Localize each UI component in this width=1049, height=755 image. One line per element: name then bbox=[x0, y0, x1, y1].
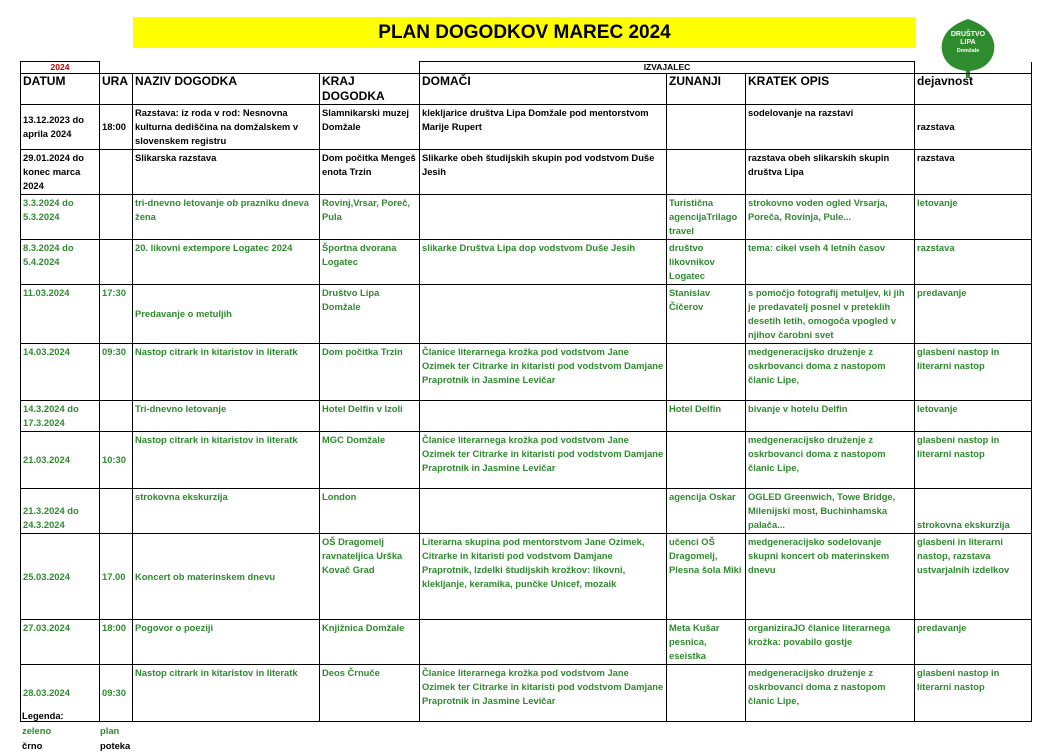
cell-naziv: 20. likovni extempore Logatec 2024 bbox=[133, 240, 320, 285]
header-ura: URA bbox=[100, 74, 133, 105]
cell-domaci: Članice literarnega krožka pod vodstvom Jane Ozimek ter Citrarke in kitaristi pod vodstvom Damjane Praprotnik in Jasmine Levičar bbox=[420, 665, 667, 722]
cell-zunanji bbox=[667, 665, 746, 722]
cell-opis: bivanje v hotelu Delfin bbox=[746, 401, 915, 432]
cell-kraj: MGC Domžale bbox=[320, 432, 420, 489]
cell-naziv: Predavanje o metuljih bbox=[133, 285, 320, 344]
cell-opis: medgeneracijsko druženje z oskrbovanci doma z nastopom članic Lipe, bbox=[746, 432, 915, 489]
cell-domaci: slikarke Društva Lipa dop vodstvom Duše Jesih bbox=[420, 240, 667, 285]
cell-naziv: Nastop citrark in kitaristov in literatk bbox=[133, 344, 320, 401]
cell-datum: 13.12.2023 do aprila 2024 bbox=[21, 105, 100, 150]
legend bbox=[22, 708, 130, 753]
cell-naziv: Koncert ob materinskem dnevu bbox=[133, 534, 320, 620]
cell-naziv: strokovna ekskurzija bbox=[133, 489, 320, 534]
cell-zunanji bbox=[667, 344, 746, 401]
cell-dejavnost: predavanje bbox=[915, 285, 1032, 344]
table-row bbox=[21, 534, 1032, 620]
cell-datum: 11.03.2024 bbox=[21, 285, 100, 344]
izvajalec-label: IZVAJALEC bbox=[420, 62, 915, 74]
legend-value: poteka bbox=[100, 740, 131, 751]
cell-dejavnost: razstava bbox=[915, 240, 1032, 285]
logo-line-1: DRUŠTVO bbox=[950, 31, 986, 38]
header-kraj: KRAJ DOGODKA bbox=[320, 74, 420, 105]
cell-datum: 3.3.2024 do 5.3.2024 bbox=[21, 195, 100, 240]
table-row bbox=[21, 240, 1032, 285]
cell-dejavnost: razstava bbox=[915, 105, 1032, 150]
cell-ura bbox=[100, 195, 133, 240]
cell-naziv: Slikarska razstava bbox=[133, 150, 320, 195]
legend-item-poteka bbox=[22, 738, 130, 753]
cell-ura bbox=[100, 150, 133, 195]
cell-naziv: Tri-dnevno letovanje bbox=[133, 401, 320, 432]
logo-line-2: LIPA bbox=[960, 39, 976, 46]
cell-opis: organiziraJO članice literarnega krožka: povabilo gostje bbox=[746, 620, 915, 665]
cell-ura bbox=[100, 489, 133, 534]
cell-zunanji: Hotel Delfin bbox=[667, 401, 746, 432]
cell-zunanji bbox=[667, 150, 746, 195]
cell-zunanji: Meta Kušar pesnica, eseistka bbox=[667, 620, 746, 665]
cell-domaci: Članice literarnega krožka pod vodstvom Jane Ozimek ter Citrarke in kitaristi pod vodstvom Damjane Praprotnik in Jasmine Levičar bbox=[420, 432, 667, 489]
year-row bbox=[21, 62, 1032, 74]
cell-kraj: London bbox=[320, 489, 420, 534]
cell-kraj: Društvo Lipa Domžale bbox=[320, 285, 420, 344]
cell-opis: razstava obeh slikarskih skupin društva Lipa bbox=[746, 150, 915, 195]
cell-zunanji: učenci OŠ Dragomelj, Plesna šola Miki bbox=[667, 534, 746, 620]
cell-datum: 21.03.2024 bbox=[21, 432, 100, 489]
cell-domaci bbox=[420, 489, 667, 534]
cell-opis: sodelovanje na razstavi bbox=[746, 105, 915, 150]
cell-dejavnost: glasbeni in literarni nastop, razstava ustvarjalnih izdelkov bbox=[915, 534, 1032, 620]
table-row bbox=[21, 150, 1032, 195]
cell-datum: 28.03.2024 bbox=[21, 665, 100, 722]
cell-datum: 29.01.2024 do konec marca 2024 bbox=[21, 150, 100, 195]
cell-naziv: tri-dnevno letovanje ob prazniku dneva žena bbox=[133, 195, 320, 240]
cell-ura: 17.00 bbox=[100, 534, 133, 620]
header-row bbox=[21, 74, 1032, 105]
cell-zunanji: društvo likovnikov Logatec bbox=[667, 240, 746, 285]
cell-dejavnost: glasbeni nastop in literarni nastop bbox=[915, 665, 1032, 722]
cell-ura: 18:00 bbox=[100, 620, 133, 665]
cell-kraj: Dom počitka Trzin bbox=[320, 344, 420, 401]
cell-ura bbox=[100, 401, 133, 432]
cell-datum: 8.3.2024 do 5.4.2024 bbox=[21, 240, 100, 285]
cell-dejavnost: predavanje bbox=[915, 620, 1032, 665]
table-row bbox=[21, 665, 1032, 722]
cell-ura bbox=[100, 240, 133, 285]
table-row bbox=[21, 105, 1032, 150]
cell-datum: 25.03.2024 bbox=[21, 534, 100, 620]
table-row bbox=[21, 344, 1032, 401]
table-row bbox=[21, 195, 1032, 240]
cell-zunanji bbox=[667, 105, 746, 150]
cell-kraj: Deos Črnuče bbox=[320, 665, 420, 722]
cell-kraj: OŠ Dragomelj ravnateljica Urška Kovač Grad bbox=[320, 534, 420, 620]
year-label: 2024 bbox=[21, 62, 100, 74]
table-row bbox=[21, 285, 1032, 344]
header-dejavnost: dejavnost bbox=[915, 74, 1032, 105]
cell-datum: 27.03.2024 bbox=[21, 620, 100, 665]
table-row bbox=[21, 620, 1032, 665]
cell-ura: 10:30 bbox=[100, 432, 133, 489]
table-row bbox=[21, 401, 1032, 432]
cell-opis: medgeneracijsko druženje z oskrbovanci doma z nastopom članic Lipe, bbox=[746, 665, 915, 722]
cell-domaci bbox=[420, 401, 667, 432]
cell-ura: 09:30 bbox=[100, 344, 133, 401]
cell-zunanji bbox=[667, 432, 746, 489]
cell-datum: 14.03.2024 bbox=[21, 344, 100, 401]
cell-domaci bbox=[420, 620, 667, 665]
cell-kraj: Rovinj,Vrsar, Poreč, Pula bbox=[320, 195, 420, 240]
cell-zunanji: Stanislav Čičerov bbox=[667, 285, 746, 344]
cell-kraj: Knjižnica Domžale bbox=[320, 620, 420, 665]
legend-key: zeleno bbox=[22, 725, 52, 736]
cell-naziv: Nastop citrark in kitaristov in literatk bbox=[133, 432, 320, 489]
cell-opis: OGLED Greenwich, Towe Bridge, Milenijski most, Buchinhamska palača... bbox=[746, 489, 915, 534]
cell-domaci bbox=[420, 195, 667, 240]
table-row bbox=[21, 489, 1032, 534]
header-domaci: DOMAČI bbox=[420, 74, 667, 105]
header-zunanji: ZUNANJI bbox=[667, 74, 746, 105]
cell-kraj: Slamnikarski muzej Domžale bbox=[320, 105, 420, 150]
cell-domaci: klekljarice društva Lipa Domžale pod mentorstvom Marije Rupert bbox=[420, 105, 667, 150]
cell-dejavnost: letovanje bbox=[915, 401, 1032, 432]
cell-naziv: Razstava: iz roda v rod: Nesnovna kulturna dediščina na domžalskem v slovenskem registru bbox=[133, 105, 320, 150]
cell-domaci bbox=[420, 285, 667, 344]
cell-domaci: Članice literarnega krožka pod vodstvom Jane Ozimek ter Citrarke in kitaristi pod vodstvom Damjane Praprotnik in Jasmine Levičar bbox=[420, 344, 667, 401]
cell-opis: medgeneracijsko sodelovanje skupni koncert ob materinskem dnevu bbox=[746, 534, 915, 620]
cell-domaci: Literarna skupina pod mentorstvom Jane Ozimek, Citrarke in kitaristi pod vodstvom Damjane Praprotnik, Izdelki študijskih krožkov: likovni, klekljanje, keramika, punčke Unicef, mozaik bbox=[420, 534, 667, 620]
header-datum: DATUM bbox=[21, 74, 100, 105]
cell-dejavnost: razstava bbox=[915, 150, 1032, 195]
cell-domaci: Slikarke obeh študijskih skupin pod vodstvom Duše Jesih bbox=[420, 150, 667, 195]
cell-datum: 21.3.2024 do 24.3.2024 bbox=[21, 489, 100, 534]
legend-title: Legenda: bbox=[22, 710, 64, 721]
cell-ura: 17:30 bbox=[100, 285, 133, 344]
cell-dejavnost: strokovna ekskurzija bbox=[915, 489, 1032, 534]
cell-zunanji: agencija Oskar bbox=[667, 489, 746, 534]
cell-opis: tema: cikel vseh 4 letnih časov bbox=[746, 240, 915, 285]
header-opis: KRATEK OPIS bbox=[746, 74, 915, 105]
cell-opis: strokovno voden ogled Vrsarja, Poreča, Rovinja, Pule... bbox=[746, 195, 915, 240]
cell-datum: 14.3.2024 do 17.3.2024 bbox=[21, 401, 100, 432]
header-naziv: NAZIV DOGODKA bbox=[133, 74, 320, 105]
cell-dejavnost: glasbeni nastop in literarni nastop bbox=[915, 344, 1032, 401]
cell-kraj: Dom počitka Mengeš enota Trzin bbox=[320, 150, 420, 195]
logo-text bbox=[937, 31, 999, 55]
cell-ura: 18:00 bbox=[100, 105, 133, 150]
cell-naziv: Pogovor o poeziji bbox=[133, 620, 320, 665]
legend-item-plan bbox=[22, 723, 130, 738]
logo-line-3: Domžale bbox=[956, 48, 980, 54]
cell-zunanji: Turistična agencijaTrilago travel bbox=[667, 195, 746, 240]
cell-kraj: Športna dvorana Logatec bbox=[320, 240, 420, 285]
legend-key: črno bbox=[22, 740, 43, 751]
events-table bbox=[20, 61, 1032, 722]
cell-dejavnost: glasbeni nastop in literarni nastop bbox=[915, 432, 1032, 489]
table-row bbox=[21, 432, 1032, 489]
cell-kraj: Hotel Delfin v Izoli bbox=[320, 401, 420, 432]
legend-value: plan bbox=[100, 725, 120, 736]
cell-ura: 09:30 bbox=[100, 665, 133, 722]
cell-opis: s pomočjo fotografij metuljev, ki jih je predavatelj posnel v preteklih desetih letih, omogoča vpogled v njihov čarobni svet bbox=[746, 285, 915, 344]
cell-opis: medgeneracijsko druženje z oskrbovanci doma z nastopom članic Lipe, bbox=[746, 344, 915, 401]
cell-dejavnost: letovanje bbox=[915, 195, 1032, 240]
page-title: PLAN DOGODKOV MAREC 2024 bbox=[133, 17, 916, 48]
cell-naziv: Nastop citrark in kitaristov in literatk bbox=[133, 665, 320, 722]
